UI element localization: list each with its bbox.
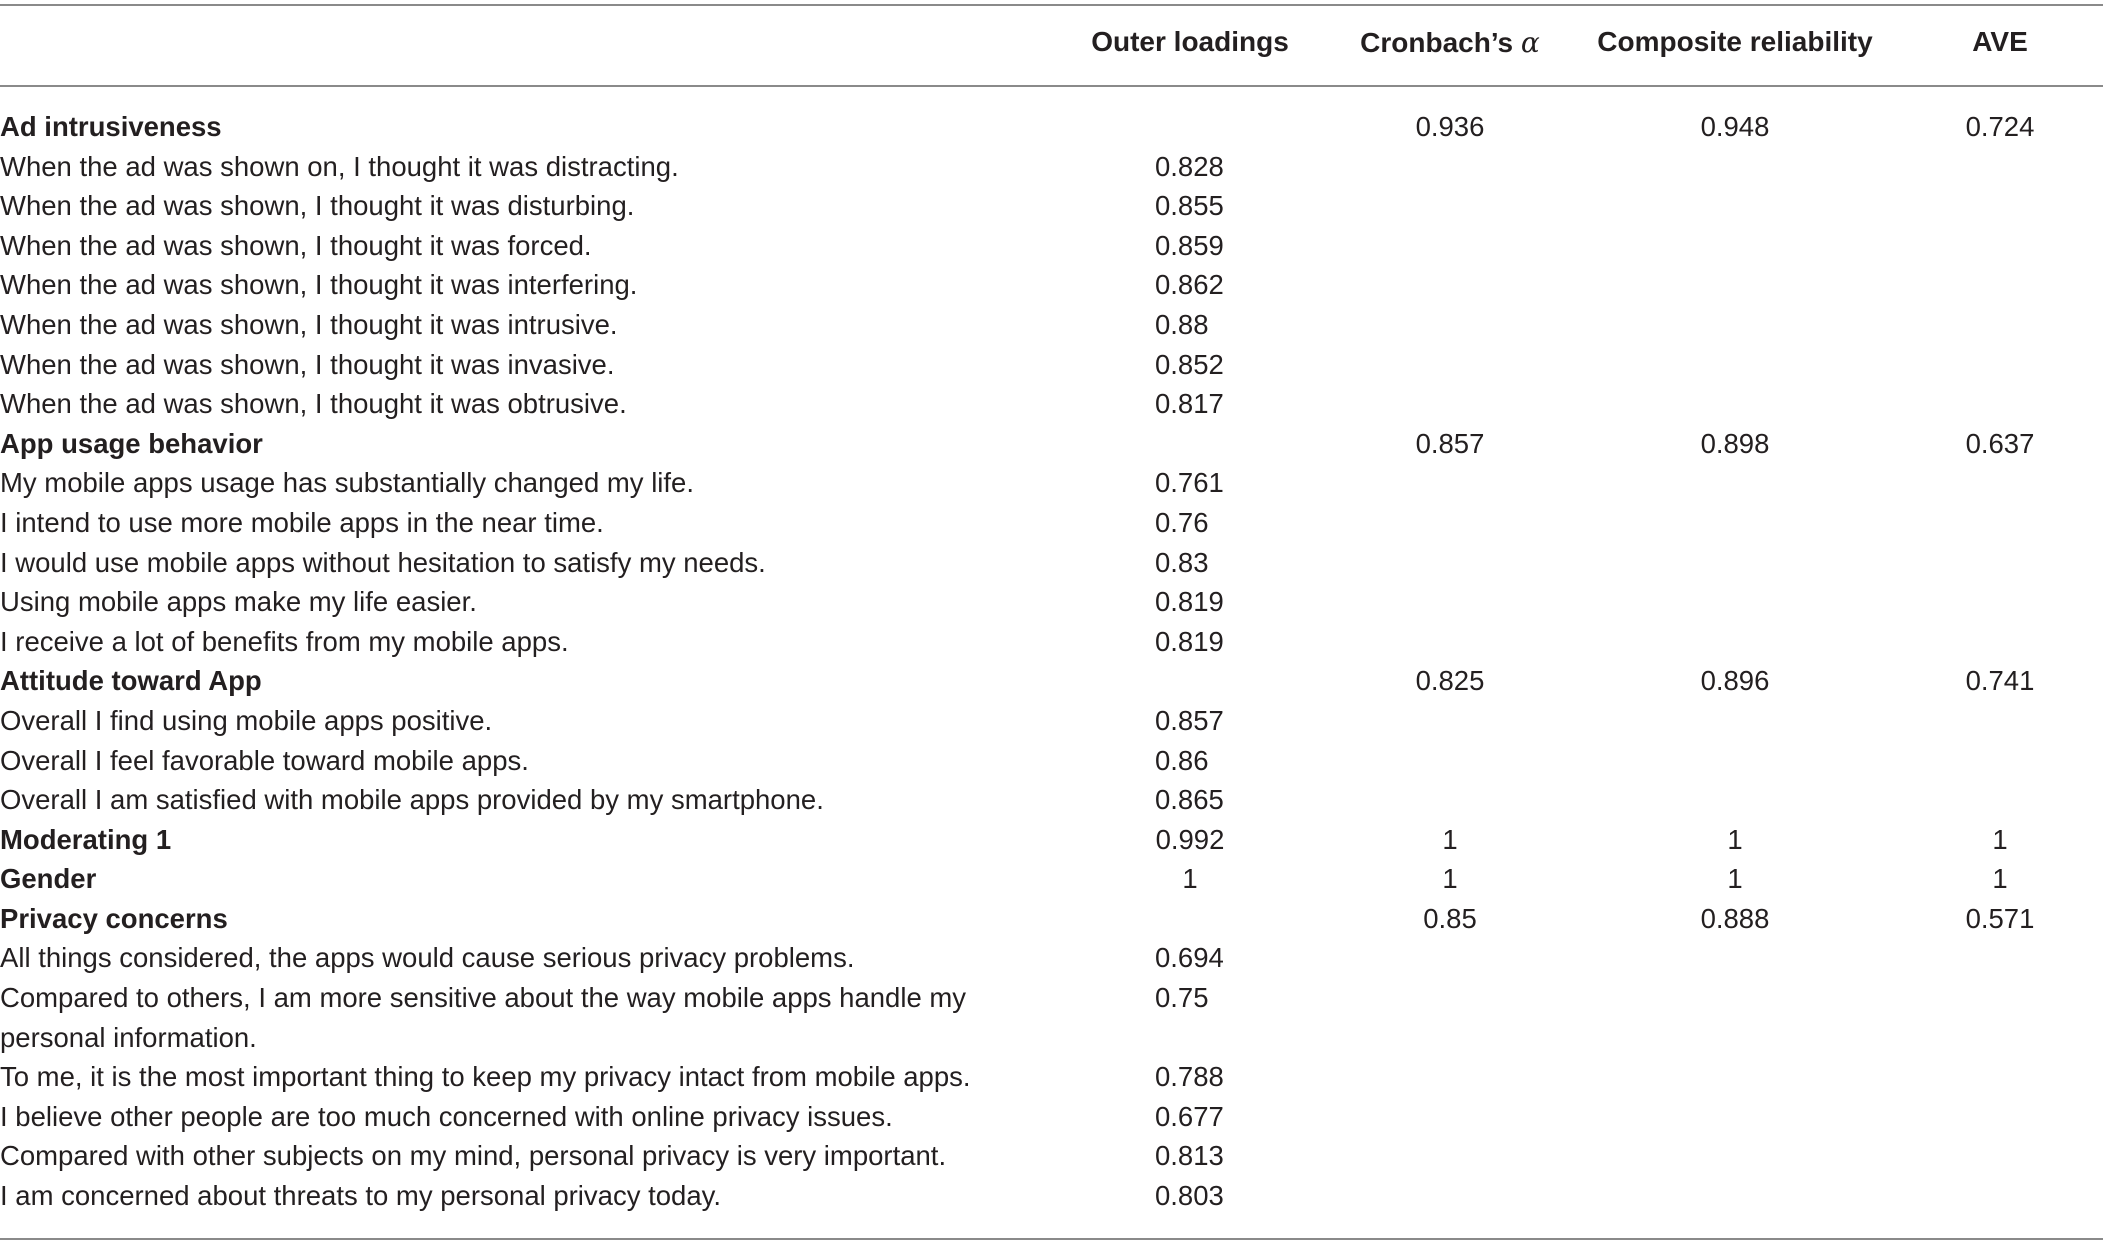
- construct-label: App usage behavior: [0, 427, 263, 459]
- construct-label: Attitude toward App: [0, 665, 262, 697]
- outer-loading-cell: 0.865: [1155, 784, 1224, 816]
- item-row: [0, 543, 2103, 583]
- item-row: [0, 622, 2103, 662]
- item-row: [0, 938, 2103, 978]
- outer-loading-cell: 0.803: [1155, 1180, 1224, 1212]
- item-label: Using mobile apps make my life easier.: [0, 586, 477, 618]
- outer-loading-cell: 0.761: [1155, 467, 1224, 499]
- item-row: [0, 384, 2103, 424]
- ave-cell: 1: [1992, 823, 2008, 855]
- outer-loading-cell: 0.788: [1155, 1061, 1224, 1093]
- construct-row: [0, 899, 2103, 939]
- item-label: When the ad was shown, I thought it was invasive.: [0, 348, 615, 380]
- outer-loading-cell: 0.859: [1155, 229, 1224, 261]
- outer-loading-cell: 0.819: [1155, 625, 1224, 657]
- item-label: When the ad was shown, I thought it was obtrusive.: [0, 388, 627, 420]
- outer-loading-cell: 0.819: [1155, 586, 1224, 618]
- item-label: I am concerned about threats to my personal privacy today.: [0, 1180, 721, 1212]
- item-label: When the ad was shown, I thought it was forced.: [0, 229, 592, 261]
- table-bottom-rule: [0, 1238, 2103, 1240]
- item-row: [0, 463, 2103, 503]
- item-row: [0, 503, 2103, 543]
- ave-cell: 1: [1992, 863, 2008, 895]
- header-ave: AVE: [1972, 26, 2028, 57]
- item-label: When the ad was shown, I thought it was disturbing.: [0, 190, 635, 222]
- item-row: [0, 345, 2103, 385]
- item-label: My mobile apps usage has substantially changed my life.: [0, 467, 694, 499]
- construct-row: [0, 661, 2103, 701]
- composite-reliability-cell: 0.888: [1700, 902, 1770, 934]
- item-row: [0, 1136, 2103, 1176]
- ave-cell: 0.571: [1965, 902, 2035, 934]
- cronbach-alpha-cell: 1: [1442, 823, 1458, 855]
- header-outer-loadings: Outer loadings: [1091, 26, 1289, 57]
- construct-label: Privacy concerns: [0, 902, 228, 934]
- item-label: Compared with other subjects on my mind, personal privacy is very important.: [0, 1140, 947, 1172]
- item-label: I believe other people are too much concerned with online privacy issues.: [0, 1100, 893, 1132]
- outer-loading-cell: 0.83: [1155, 546, 1209, 578]
- ave-cell: 0.637: [1965, 427, 2035, 459]
- outer-loading-cell: 0.992: [1155, 823, 1225, 855]
- construct-label: Moderating 1: [0, 823, 172, 855]
- item-label: When the ad was shown, I thought it was intrusive.: [0, 308, 618, 340]
- item-row: [0, 226, 2103, 266]
- item-label: When the ad was shown, I thought it was interfering.: [0, 269, 638, 301]
- header-rule: [0, 85, 2103, 87]
- outer-loading-cell: 0.813: [1155, 1140, 1224, 1172]
- composite-reliability-cell: 1: [1727, 823, 1743, 855]
- outer-loading-cell: 0.694: [1155, 942, 1224, 974]
- item-row: [0, 186, 2103, 226]
- outer-loading-cell: 0.75: [1155, 982, 1209, 1014]
- table-body: [0, 107, 2103, 1216]
- cronbach-alpha-cell: 1: [1442, 863, 1458, 895]
- item-label: All things considered, the apps would cause serious privacy problems.: [0, 942, 855, 974]
- outer-loading-cell: 0.817: [1155, 388, 1224, 420]
- construct-row: [0, 107, 2103, 147]
- item-row: [0, 265, 2103, 305]
- outer-loading-cell: 1: [1182, 863, 1198, 895]
- cronbach-alpha-cell: 0.85: [1423, 902, 1477, 934]
- ave-cell: 0.741: [1965, 665, 2035, 697]
- outer-loading-cell: 0.76: [1155, 506, 1209, 538]
- construct-row: [0, 859, 2103, 899]
- item-label: I receive a lot of benefits from my mobile apps.: [0, 625, 569, 657]
- item-row: [0, 147, 2103, 187]
- composite-reliability-cell: 0.896: [1700, 665, 1770, 697]
- item-row: [0, 1097, 2103, 1137]
- outer-loading-cell: 0.677: [1155, 1100, 1224, 1132]
- outer-loading-cell: 0.828: [1155, 150, 1224, 182]
- outer-loading-cell: 0.86: [1155, 744, 1209, 776]
- item-label: I intend to use more mobile apps in the near time.: [0, 506, 604, 538]
- item-row: [0, 305, 2103, 345]
- outer-loading-cell: 0.862: [1155, 269, 1224, 301]
- cronbach-alpha-cell: 0.825: [1415, 665, 1485, 697]
- item-label: Overall I feel favorable toward mobile apps.: [0, 744, 529, 776]
- construct-row: [0, 820, 2103, 860]
- construct-row: [0, 424, 2103, 464]
- item-row: [0, 701, 2103, 741]
- outer-loading-cell: 0.857: [1155, 704, 1224, 736]
- composite-reliability-cell: 1: [1727, 863, 1743, 895]
- ave-cell: 0.724: [1965, 111, 2035, 142]
- cronbach-alpha-cell: 0.936: [1415, 111, 1485, 142]
- item-row: [0, 780, 2103, 820]
- header-cronbach-label: Cronbach’s: [1360, 27, 1514, 58]
- construct-label: Ad intrusiveness: [0, 111, 222, 142]
- outer-loading-cell: 0.855: [1155, 190, 1224, 222]
- composite-reliability-cell: 0.948: [1700, 111, 1770, 142]
- item-label: Overall I find using mobile apps positive.: [0, 704, 493, 736]
- header-alpha-symbol: α: [1520, 26, 1540, 59]
- construct-label: Gender: [0, 863, 97, 895]
- composite-reliability-cell: 0.898: [1700, 427, 1770, 459]
- header-composite-reliability: Composite reliability: [1597, 26, 1873, 57]
- outer-loading-cell: 0.852: [1155, 348, 1224, 380]
- item-row: [0, 978, 2103, 1057]
- item-label: When the ad was shown on, I thought it was distracting.: [0, 150, 679, 182]
- item-label: To me, it is the most important thing to keep my privacy intact from mobile apps.: [0, 1061, 971, 1093]
- item-row: [0, 1057, 2103, 1097]
- item-row: [0, 1176, 2103, 1216]
- outer-loading-cell: 0.88: [1155, 308, 1209, 340]
- table-top-rule: [0, 4, 2103, 6]
- header-cronbach-alpha: [1300, 26, 1600, 59]
- item-row: [0, 741, 2103, 781]
- item-label: Compared to others, I am more sensitive about the way mobile apps handle my personal information.: [0, 982, 967, 1053]
- cronbach-alpha-cell: 0.857: [1415, 427, 1485, 459]
- item-label: Overall I am satisfied with mobile apps provided by my smartphone.: [0, 784, 824, 816]
- item-row: [0, 582, 2103, 622]
- item-label: I would use mobile apps without hesitation to satisfy my needs.: [0, 546, 766, 578]
